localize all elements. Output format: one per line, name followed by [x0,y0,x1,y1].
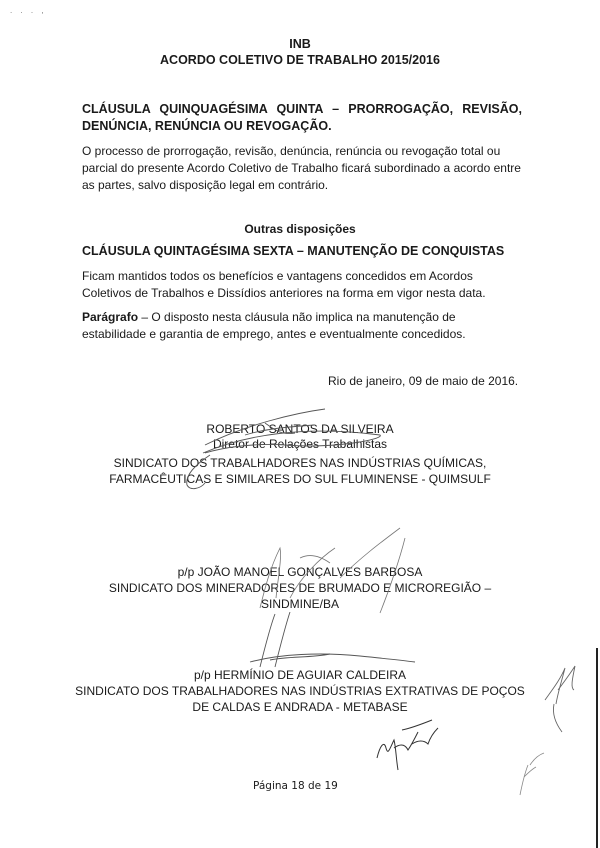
signatory-1-org-line1: SINDICATO DOS TRABALHADORES NAS INDÚSTRIAS QUÍMICAS, [113,456,487,470]
scan-marks: . . . , [10,6,47,15]
clause56-body: Ficam mantidos todos os benefícios e vantagens concedidos em Acordos Coletivos de Trabalhos e Dissídios anteriores na forma em vigor nesta data. [82,269,486,300]
section-heading: Outras disposições [244,222,356,236]
signatory-1-role: Diretor de Relações Trabalhistas [212,437,388,451]
clause55-body: O processo de prorrogação, revisão, denúncia, renúncia ou revogação total ou parcial do presente Acordo Coletivo de Trabalho ficará subordinado a acordo entre as partes, salvo disposição legal em contrário. [82,144,521,192]
rubric-scribble [372,718,442,773]
signatory-1-org-line2: FARMACÊUTICAS E SIMILARES DO SUL FLUMINENSE - QUIMSULF [109,472,491,486]
signatory-2-org-line1: SINDICATO DOS MINERADORES DE BRUMADO E MICROREGIÃO – [108,581,492,595]
clause56-paragraph [82,309,522,343]
clause56-title: CLÁUSULA QUINTAGÉSIMA SEXTA – MANUTENÇÃO DE CONQUISTAS [82,244,505,258]
header-org: INB [289,37,311,51]
scan-edge-line [596,648,598,848]
paragraph-label: Parágrafo [82,310,139,324]
page-number [253,776,338,794]
signature-3-scribble [240,612,420,672]
clause55-title-line2: DENÚNCIA, RENÚNCIA OU REVOGAÇÃO. [82,119,332,133]
signatory-2-name: p/p JOÃO MANOEL GONÇALVES BARBOSA [177,565,423,579]
signatory-3-org-line1: SINDICATO DOS TRABALHADORES NAS INDÚSTRIAS EXTRATIVAS DE POÇOS [75,684,525,698]
header-title: ACORDO COLETIVO DE TRABALHO 2015/2016 [160,53,440,67]
paragraph-body: – O disposto nesta cláusula não implica na manutenção de estabilidade e garantia de emprego, antes e eventualmente concedidos. [82,310,466,341]
clause55-title-line1: CLÁUSULA QUINQUAGÉSIMA QUINTA – PRORROGAÇÃO, REVISÃO, [82,102,522,116]
page-number-label: Página 18 de 19 [253,780,338,792]
signatory-2-org-line2: SINDMINE/BA [260,597,339,611]
initials-lower-scribble [510,745,550,805]
signatory-3-name: p/p HERMÍNIO DE AGUIAR CALDEIRA [193,668,407,682]
signatory-3-org-line2: DE CALDAS E ANDRADA - METABASE [192,700,408,714]
place-date: Rio de janeiro, 09 de maio de 2016. [328,374,519,388]
signatory-1-name: ROBERTO SANTOS DA SILVEIRA [206,422,394,436]
